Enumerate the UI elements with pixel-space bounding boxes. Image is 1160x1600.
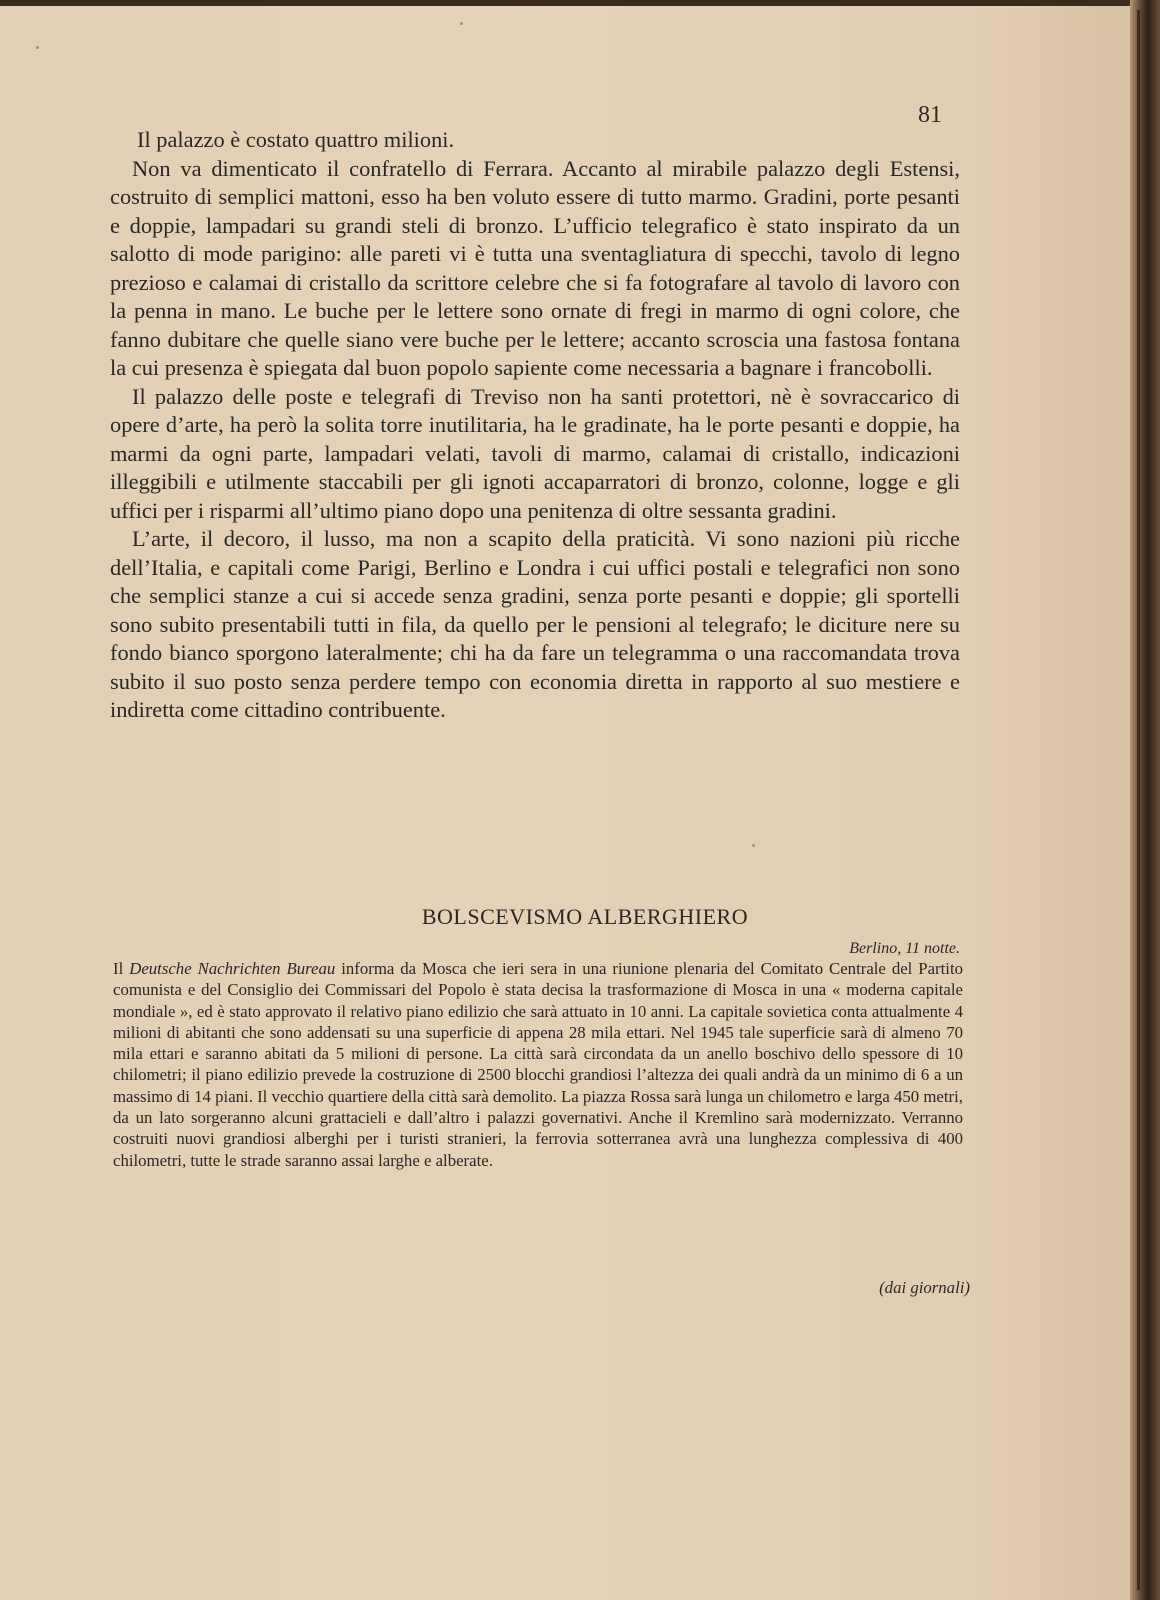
paper-speck [752,844,755,847]
page-number: 81 [918,102,942,128]
paper-speck [36,46,39,49]
paragraph: L’arte, il decoro, il lusso, ma non a scapito della praticità. Vi sono nazioni più ricche dell’Italia, e capitali come Parigi, Berlino e Londra i cui uffici postali e telegrafici non sono che semplici stanze a cui si accede senza gradini, senza porte pesanti e doppie; gli sportelli sono subito presentabili tutti in fila, da quello per le pensioni al telegrafo; le diciture nere su fondo bianco sporgono lateralmente; chi ha da fare un telegramma o una raccomandata trova subito il suo posto senza perdere tempo con economia diretta in rapporto al suo mestiere e indiretta come cittadino contribuente. [110,526,960,722]
book-spine [1130,0,1160,1600]
article-text: informa da Mosca che ieri sera in una riunione plenaria del Comitato Centrale del Partito comunista e del Consiglio dei Commissari del Popolo è stata decisa la trasformazione di Mosca in una « moderna capitale mondiale », ed è stato approvato il relativo piano edilizio che sarà attuato in 10 anni. La capitale sovietica conta attualmente 4 milioni di abitanti che sono addensati su una superficie di appena 28 mila ettari. Nel 1945 tale superficie sarà di almeno 70 mila ettari e saranno abitati da 5 milioni di persone. La città sarà circondata da un anello boschivo dello spessore di 10 chilometri; il piano edilizio prevede la costruzione di 2500 blocchi grandiosi l’altezza dei quali andrà da un minimo di 6 a un massimo di 14 piani. Il vecchio quartiere della città sarà demolito. La piazza Rossa sarà lunga un chilometro e larga 450 metri, da un lato sorgeranno alcuni grattacieli e dall’altro i palazzi governativi. Anche il Kremlino sarà modernizzato. Verranno costruiti nuovi grandiosi alberghi per i turisti stranieri, la ferrovia sotterranea avrà una lunghezza complessiva di 400 chilometri, tutte le strade saranno assai larghe e alberate. [113,959,964,1170]
paper-speck [460,22,463,25]
paragraph: Il palazzo è costato quattro milioni. [137,127,455,152]
article-body [113,958,963,1171]
article-dateline: Berlino, 11 notte. [849,940,960,957]
book-page [0,6,1130,1600]
article-source: (dai giornali) [879,1278,970,1297]
article-paragraph [113,958,963,1171]
paragraph: Non va dimenticato il confratello di Ferrara. Accanto al mirabile palazzo degli Estensi, costruito di semplici mattoni, esso ha ben voluto essere di tutto marmo. Gradini, porte pesanti e doppie, lampadari su grandi steli di bronzo. L’ufficio telegrafico è stato inspirato da un salotto di mode parigino: alle pareti vi è tutta una sventagliatura di specchi, tavolo di legno prezioso e calamai di cristallo da scrittore celebre che si fa fotografare al tavolo di lavoro con la penna in mano. Le buche per le lettere sono ornate di fregi in marmo di ogni colore, che fanno dubitare che quelle siano vere buche per le lettere; accanto scroscia una fastosa fontana la cui presenza è spiegata dal buon popolo sapiente come necessaria a bagnare i francobolli. [110,155,960,380]
paragraph: Il palazzo delle poste e telegrafi di Treviso non ha santi protettori, nè è sovraccarico di opere d’arte, ha però la solita torre inutilitaria, ha le gradinate, ha le porte pesanti e doppie, ha marmi da ogni parte, lampadari velati, tavoli di marmo, calamai di cristallo, indicazioni illeggibili e utilmente staccabili per gli ignoti accaparratori di bronzo, colonne, logge e gli uffici per i risparmi all’ultimo piano dopo una penitenza di oltre sessanta gradini. [110,383,960,523]
main-text-block [110,126,960,725]
agency-name: Deutsche Nachrichten Bureau [129,959,336,978]
article-title: BOLSCEVISMO ALBERGHIERO [421,904,749,929]
article-intro: Il [113,959,130,978]
spine-shadow [1137,10,1140,1590]
